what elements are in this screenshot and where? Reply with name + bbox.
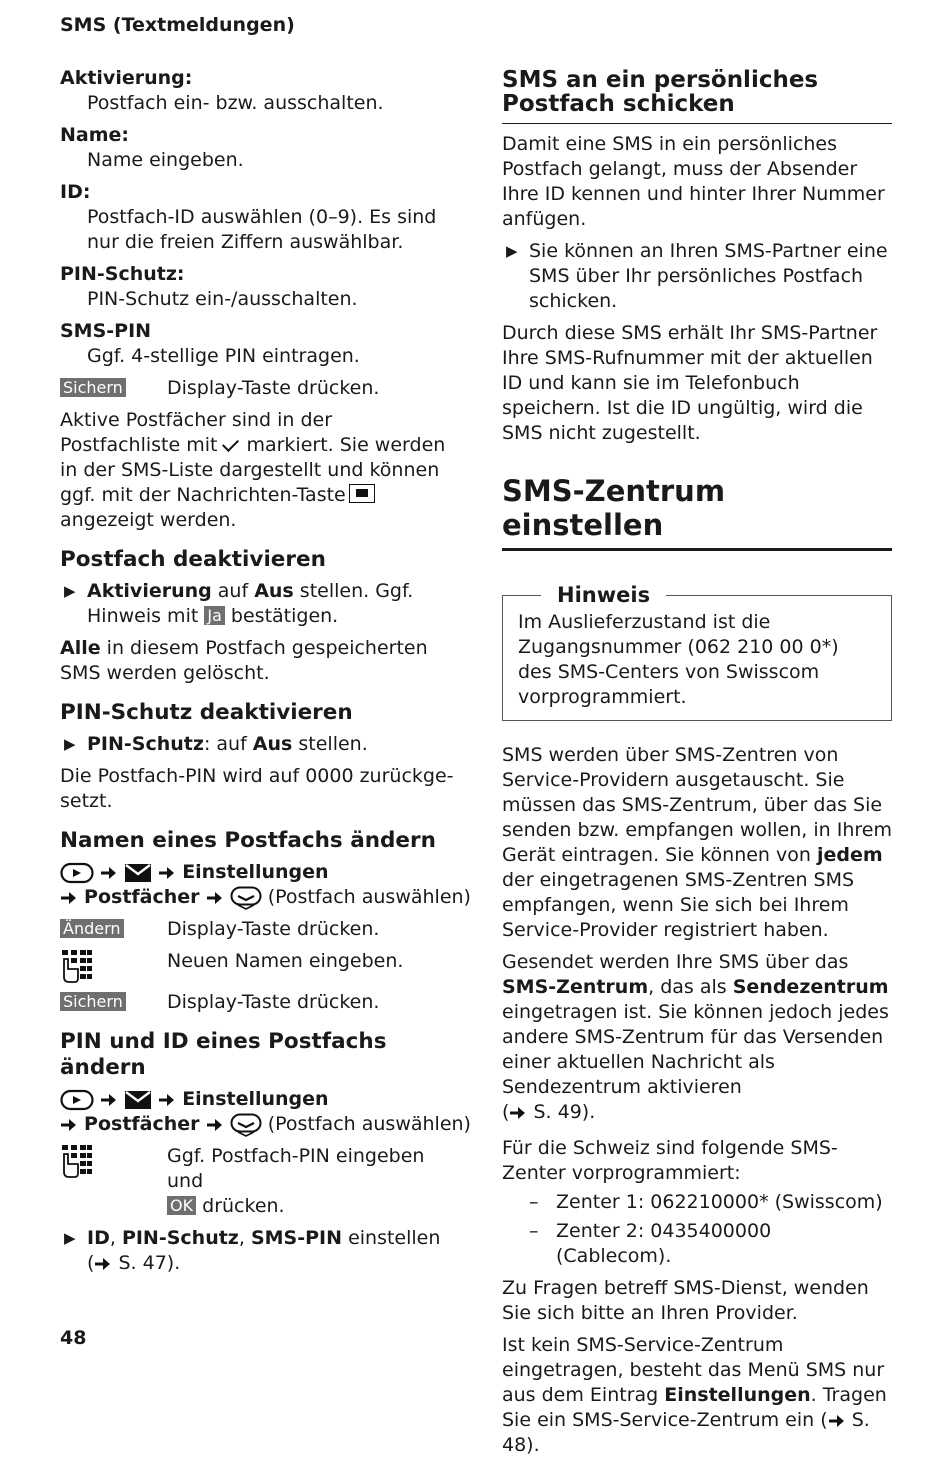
page-reference[interactable]: S. 47). [118, 1252, 181, 1274]
hinweis-title: Hinweis [541, 582, 666, 608]
bullet-triangle-icon: ▶ [64, 735, 76, 753]
gesendet-text-2: , das als [648, 976, 733, 998]
alle-term: Alle [60, 637, 101, 659]
aus-term: Aus [254, 580, 294, 602]
deakt-text-1: auf [211, 580, 255, 602]
aktive-text-2: markiert. Sie werden in der SMS-Liste dargestellt und können ggf. mit der Nachrichten-Taste [60, 434, 446, 506]
aktive-paragraph [60, 408, 455, 533]
ok-key: OK [167, 1196, 196, 1215]
envelope-icon [124, 1090, 152, 1110]
zenter-1-item: – Zenter 1: 062210000* (Swisscom) [529, 1191, 883, 1213]
aus-term: Aus [252, 733, 293, 755]
pin-schutz-label: PIN-Schutz: [60, 263, 185, 285]
control-key-icon [230, 1113, 262, 1137]
page-number: 48 [60, 1327, 87, 1349]
message-key-icon [349, 484, 375, 503]
bullet-triangle-icon: ▶ [64, 1229, 76, 1247]
nav-auswaehlen: (Postfach auswählen) [267, 886, 471, 908]
namen-row [60, 949, 455, 990]
aktivierung-term: Aktivierung [87, 580, 212, 602]
right-column [502, 66, 892, 1458]
pin-eingeben-row [60, 1144, 455, 1219]
sms-pin-label: SMS-PIN [60, 320, 152, 342]
arrow-icon [828, 1413, 846, 1429]
aendern-row [60, 917, 455, 942]
jedem-term: jedem [816, 844, 883, 866]
pin-deaktivieren-step [60, 732, 455, 757]
ist-kein-text-1: Ist kein SMS-Service-Zentrum eingetragen, besteht das Menü SMS nur aus dem Eintrag [502, 1334, 885, 1406]
page-reference[interactable]: S. 49). [533, 1101, 596, 1123]
fragen-paragraph: Zu Fragen betreff SMS-Dienst, wenden Sie sich bitte an Ihren Provider. [502, 1277, 869, 1324]
bullet-triangle-icon: ▶ [64, 582, 76, 600]
gesendet-text-1: Gesendet werden Ihre SMS über das [502, 951, 849, 973]
sichern-row-2 [60, 990, 455, 1015]
id-text: Postfach-ID auswählen (0–9). Es sind nur die freien Ziffern auswählbar. [87, 206, 437, 253]
damit-paragraph: Damit eine SMS in ein persönliches Postfach gelangt, muss der Absender Ihre ID kennen und hinter Ihrer Nummer anfügen. [502, 133, 885, 230]
aendern-key: Ändern [60, 919, 124, 938]
arrow-icon [94, 1256, 112, 1272]
id-einstellen-step: ▶ ID, PIN-Schutz, SMS-PIN einstellen ( S. 47). [64, 1227, 441, 1274]
arrow-icon [206, 1117, 224, 1133]
id-label: ID: [60, 181, 91, 203]
arrow-icon [206, 890, 224, 906]
ist-kein-text-2: . Tragen Sie ein SMS-Service-Zentrum ein ( [502, 1384, 887, 1431]
name-label: Name: [60, 124, 130, 146]
sms-pin-term: SMS-PIN [250, 1227, 343, 1249]
arrow-icon [60, 890, 78, 906]
aktivierung-text: Postfach ein- bzw. ausschalten. [87, 92, 384, 114]
postfach-deaktivieren-heading: Postfach deaktivieren [60, 547, 326, 572]
einstellen-text: einstellen [342, 1227, 441, 1249]
envelope-icon [124, 863, 152, 883]
alle-paragraph [60, 636, 455, 686]
nav-einstellungen: Einstellungen [182, 861, 329, 883]
arrow-icon [158, 865, 176, 881]
sichern-key: Sichern [60, 992, 126, 1011]
sms-werden-text-2: der eingetragenen SMS-Zentren SMS empfangen, wenn Sie sich bei Ihrem Service-Provider registriert haben. [502, 869, 855, 941]
arrow-icon [158, 1092, 176, 1108]
name-text: Name eingeben. [87, 149, 244, 171]
bullet-triangle-icon: ▶ [506, 242, 518, 260]
zenter-2-text: Zenter 2: 0435400000 (Cablecom). [556, 1220, 772, 1267]
menu-path-2 [60, 885, 471, 910]
sichern-text: Display-Taste drücken. [167, 377, 380, 399]
page-reference[interactable]: S. 48). [502, 1409, 870, 1456]
nav-einstellungen: Einstellungen [182, 1088, 329, 1110]
pin-eingeben-text [167, 1144, 455, 1219]
arrow-icon [509, 1105, 527, 1121]
menu-path-1 [60, 860, 455, 885]
nav-postfaecher: Postfächer [84, 886, 200, 908]
keypad-icon [60, 949, 94, 983]
sichern-row [60, 376, 455, 401]
pin-schutz-text: PIN-Schutz ein-/ausschalten. [87, 288, 358, 310]
checkmark-icon [222, 435, 239, 452]
ist-kein-paragraph [502, 1333, 892, 1458]
hinweis-text: Im Auslieferzustand ist die Zugangsnummer (062 210 00 0*) des SMS-Centers von Swisscom vorprogrammiert. [518, 611, 839, 708]
sms-werden-text-1: SMS werden über SMS-Zentren von Service-Providern ausgetauscht. Sie müssen das SMS-Zentrum, über das Sie senden bzw. empfangen wollen, in Ihrem Gerät eintragen. Sie können von [502, 744, 892, 866]
sms-zentrum-term: SMS-Zentrum [502, 976, 649, 998]
alle-text: in diesem Postfach gespeicherten SMS werden gelöscht. [60, 637, 428, 684]
pin-deakt-text-2: stellen. [292, 733, 368, 755]
namen-aendern-heading: Namen eines Postfachs ändern [60, 828, 436, 853]
aktive-text-3: angezeigt werden. [60, 509, 237, 531]
aktivierung-label: Aktivierung: [60, 67, 193, 89]
ja-key: Ja [204, 606, 225, 625]
zenter-1-text: Zenter 1: 062210000* (Swisscom) [556, 1191, 883, 1213]
comma: , [238, 1227, 251, 1249]
postfach-schicken-heading: SMS an ein persönliches Postfach schicken [502, 68, 892, 124]
menu-key-icon [60, 862, 94, 884]
aendern-text: Display-Taste drücken. [167, 918, 380, 940]
control-key-icon [230, 886, 262, 910]
pin-deakt-text-1: : auf [203, 733, 253, 755]
pin-eingeben-line: Ggf. Postfach-PIN eingeben und [167, 1145, 425, 1192]
deakt-text-2: stellen. Ggf. Hinweis mit [87, 580, 414, 627]
menu-path-3 [60, 1087, 455, 1112]
druecken-text: drücken. [196, 1195, 285, 1217]
running-header: SMS (Textmeldungen) [60, 14, 295, 36]
arrow-icon [100, 1092, 118, 1108]
menu-path-4 [60, 1112, 471, 1137]
sms-werden-paragraph [502, 743, 892, 943]
nav-postfaecher: Postfächer [84, 1113, 200, 1135]
left-column [60, 66, 471, 1276]
deaktivieren-step [60, 579, 455, 629]
schicken-text: Sie können an Ihren SMS-Partner eine SMS über Ihr persönliches Postfach schicken. [529, 240, 888, 312]
sendezentrum-term: Sendezentrum [732, 976, 889, 998]
zenter-2-item: – Zenter 2: 0435400000 (Cablecom). [529, 1220, 772, 1267]
comma: , [109, 1227, 122, 1249]
pin-schutz-deaktivieren-heading: PIN-Schutz deaktivieren [60, 700, 353, 725]
hinweis-box [502, 583, 892, 721]
schicken-step [502, 239, 892, 314]
pin-id-aendern-heading: PIN und ID eines Postfachs ändern [60, 1029, 387, 1080]
sms-pin-text: Ggf. 4-stellige PIN eintragen. [87, 345, 360, 367]
keypad-icon [60, 1144, 94, 1178]
deakt-text-3: bestätigen. [224, 605, 339, 627]
durch-paragraph: Durch diese SMS erhält Ihr SMS-Partner Ihre SMS-Rufnummer mit der aktuellen ID und kann sie im Telefonbuch speichern. Ist die ID ungültig, wird die SMS nicht zugestellt. [502, 322, 878, 444]
nav-auswaehlen: (Postfach auswählen) [267, 1113, 471, 1135]
neuen-namen-text: Neuen Namen eingeben. [167, 950, 404, 972]
gesendet-paragraph: Gesendet werden Ihre SMS über das SMS-Zentrum, das als Sendezentrum eingetragen ist. Sie können jedoch jedes andere SMS-Zentrum für das Versenden einer aktuellen Nachricht als Sendezentrum aktivieren ( S. 49). [502, 951, 889, 1123]
pin-reset-paragraph: Die Postfach-PIN wird auf 0000 zurückgesetzt. [60, 765, 454, 812]
aktive-text-1: Aktive Postfächer sind in der Postfachliste mit [60, 409, 333, 456]
einstellungen-term: Einstellungen [664, 1384, 811, 1406]
arrow-icon [100, 865, 118, 881]
id-term: ID [87, 1227, 110, 1249]
schweiz-paragraph: Für die Schweiz sind folgende SMS-Zenter vorprogrammiert: [502, 1137, 838, 1184]
pin-schutz-term: PIN-Schutz [87, 733, 204, 755]
gesendet-text-3: eingetragen ist. Sie können jedoch jedes andere SMS-Zentrum für das Versenden einer aktuellen Nachricht als Sendezentrum aktivieren [502, 1001, 889, 1098]
pin-schutz-term: PIN-Schutz [121, 1227, 239, 1249]
arrow-icon [60, 1117, 78, 1133]
sichern-text-2: Display-Taste drücken. [167, 991, 380, 1013]
sichern-key: Sichern [60, 378, 126, 397]
menu-key-icon [60, 1089, 94, 1111]
sms-zentrum-heading: SMS-Zentrum einstellen [502, 474, 892, 551]
